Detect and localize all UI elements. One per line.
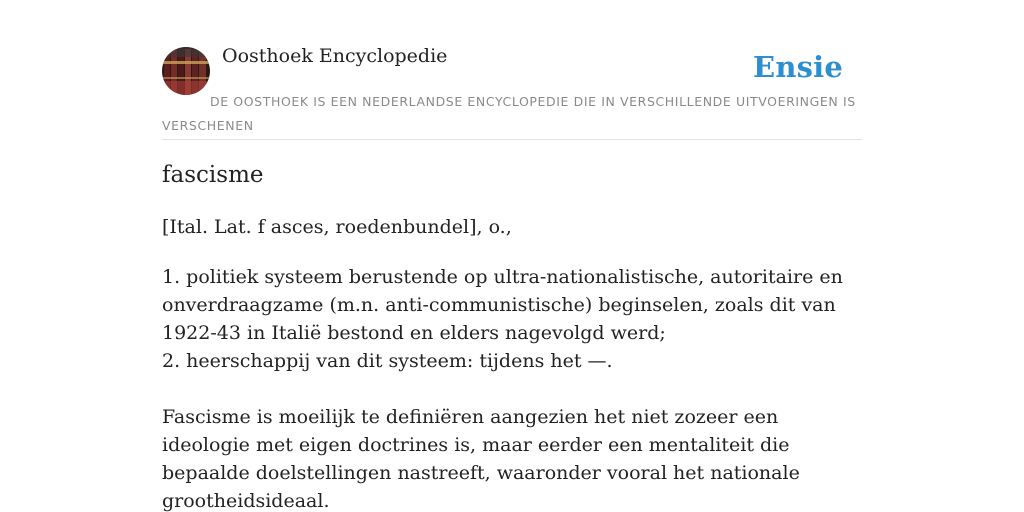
- definition-item: 1. politiek systeem berustende op ultra-nationalistische, autoritaire en onverdraagzame (m.n. anti-communistische) beginselen, zoals dit van 1922-43 in Italië bestond en elders nagevolgd werd;: [162, 266, 843, 344]
- source-name[interactable]: Oosthoek Encyclopedie: [222, 45, 448, 67]
- header-divider: [162, 139, 862, 140]
- definition-item: 2. heerschappij van dit systeem: tijdens het —.: [162, 350, 613, 372]
- source-avatar[interactable]: [162, 47, 210, 95]
- entry-etymology: [Ital. Lat. f asces, roedenbundel], o.,: [162, 216, 512, 238]
- encyclopedia-books-icon: [162, 47, 210, 95]
- source-tagline: DE OOSTHOEK IS EEN NEDERLANDSE ENCYCLOPEDIE DIE IN VERSCHILLENDE UITVOERINGEN IS VERSCHENEN: [162, 94, 856, 133]
- entry-headword: fascisme: [162, 162, 264, 188]
- entry-definition: [162, 263, 872, 512]
- entry-body: Fascisme is moeilijk te definiëren aangezien het niet zozeer een ideologie met eigen doctrines is, maar eerder een mentaliteit die bepaalde doelstellingen nastreeft, waaronder vooral het nationale grootheidsideaal.: [162, 406, 800, 512]
- brand-logo[interactable]: Ensie: [753, 50, 843, 84]
